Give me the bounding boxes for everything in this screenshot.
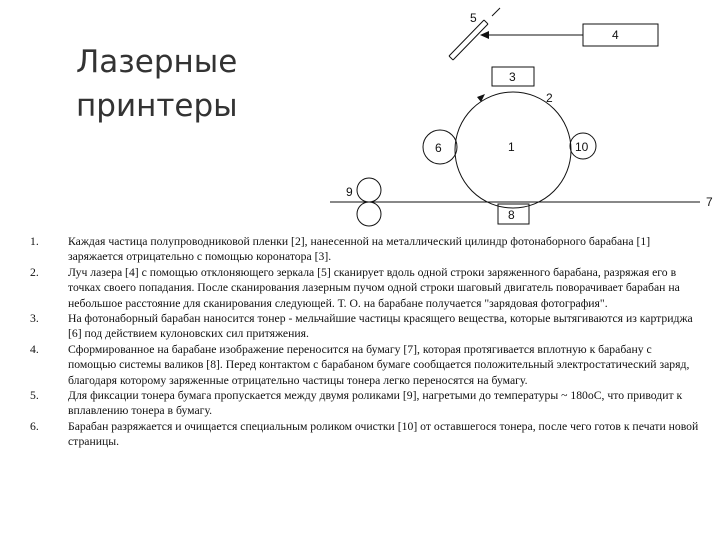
step-item — [30, 388, 702, 419]
paper-label: 7 — [706, 195, 713, 209]
step-text: На фотонаборный барабан наносится тонер - мельчайшие частицы красящего вещества, которые вытягиваются из картриджа [6] под действием кулоновских сил притяжения. — [68, 312, 693, 341]
step-number: 1. — [30, 235, 39, 248]
drum-label: 1 — [508, 140, 515, 154]
step-item — [30, 419, 702, 450]
step-text: Для фиксации тонера бумага пропускается между двумя роликами [9], нагретыми до температуры ~ 180оС, что приводит к вплавлению тонера в бумагу. — [68, 389, 683, 418]
laser-printer-diagram — [0, 0, 720, 230]
cleaner-label: 10 — [575, 140, 589, 154]
laser-beam-arrowhead — [480, 31, 489, 39]
cartridge-label: 6 — [435, 141, 442, 155]
step-number: 3. — [30, 312, 39, 326]
step-item — [30, 342, 702, 388]
transfer-label: 8 — [508, 208, 515, 222]
drum-rotation-arrow — [477, 94, 485, 102]
title-line-1: Лазерные — [76, 44, 238, 80]
fuser-roller-top — [357, 178, 381, 202]
step-item — [30, 265, 702, 311]
step-text: Барабан разряжается и очищается специальным роликом очистки [10] от оставшегося тонера, после чего готов к печати новой страницы. — [68, 419, 699, 449]
process-steps — [30, 234, 702, 450]
step-number: 4. — [30, 342, 39, 356]
step-number: 2. — [30, 265, 39, 279]
step-text: Луч лазера [4] с помощью отклоняющего зеркала [5] сканирует вдоль одной строки заряженного барабана, разряжая его в точках своего попадания. После сканирования лазерным пучом одной строки шаговый двигатель поворачивает барабан на небольшое расстояние для сканирования следующей. Т. О. на барабане получается "зарядовая фотография". — [68, 265, 680, 310]
step-item — [30, 234, 702, 265]
step-item — [30, 311, 702, 342]
step-text: Каждая частица полупроводниковой пленки [2], нанесенной на металлический цилиндр фотонаборного барабана [1] заряжается отрицательно с помощью коронатора [3]. — [68, 235, 651, 264]
laser-label: 4 — [612, 28, 619, 42]
film-label: 2 — [546, 91, 553, 105]
laser-box — [583, 24, 658, 46]
step-number: 5. — [30, 389, 39, 403]
rollers-label: 9 — [346, 185, 353, 199]
step-text: Сформированное на барабане изображение переносится на бумагу [7], которая протягивается вплотную к барабану с помощью системы валиков [8]. Перед контактом с барабаном бумаге сообщается положительный электростатический заряд, благодаря которому заряженные отрицательно частицы тонера легко переносятся на бумагу. — [68, 342, 690, 387]
corona-label: 3 — [509, 70, 516, 84]
title-line-2: принтеры — [76, 88, 238, 124]
step-number: 6. — [30, 419, 39, 433]
mirror-label: 5 — [470, 11, 477, 25]
fuser-roller-bottom — [357, 202, 381, 226]
